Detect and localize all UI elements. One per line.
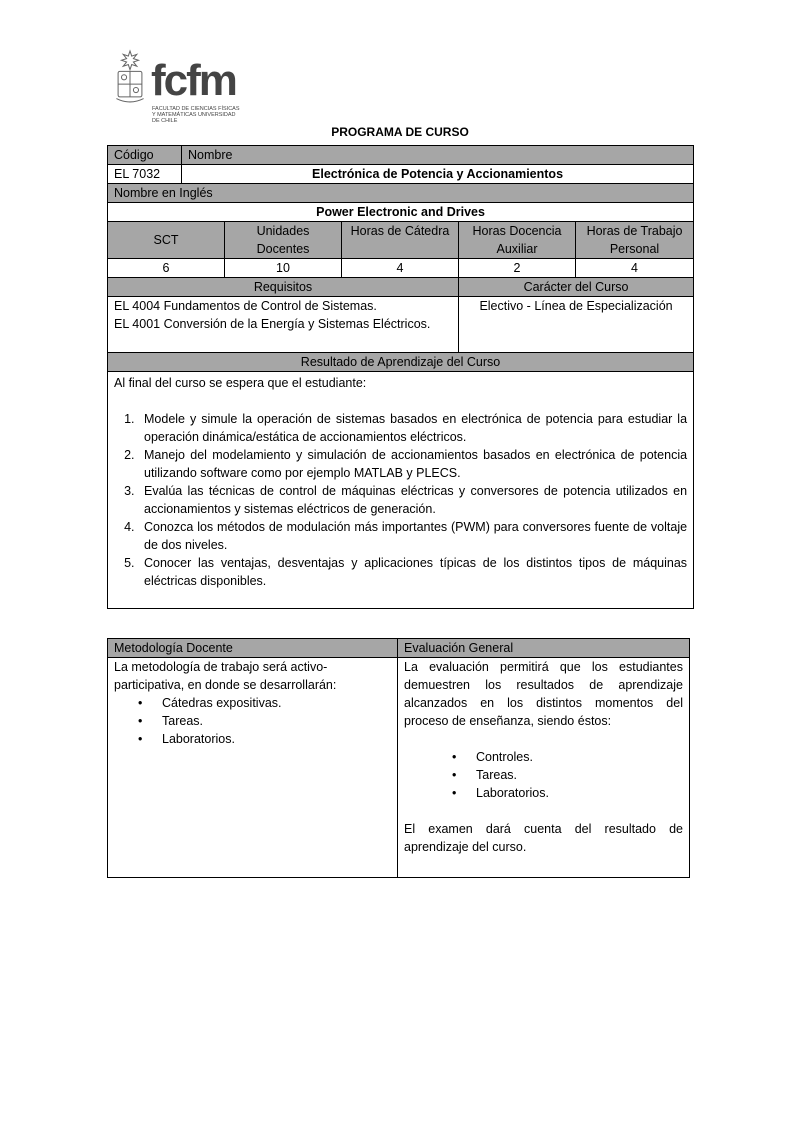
list-item: • Laboratorios. <box>138 730 391 748</box>
hours-value-auxiliary: 2 <box>459 259 576 278</box>
learning-outcomes-list <box>114 410 687 590</box>
evaluation-cell <box>398 658 690 878</box>
list-item: 4. Conozca los métodos de modulación más importantes (PWM) para conversores fuente de voltaje de dos niveles. <box>138 518 687 554</box>
requirement-item: EL 4001 Conversión de la Energía y Sistemas Eléctricos. <box>114 317 431 331</box>
code-label: Código <box>108 146 182 165</box>
requirements-label: Requisitos <box>108 278 459 297</box>
evaluation-list <box>404 748 683 802</box>
evaluation-closing: El examen dará cuenta del resultado de aprendizaje del curso. <box>404 822 683 854</box>
hours-value-personal: 4 <box>576 259 694 278</box>
list-item: 3. Evalúa las técnicas de control de máquinas eléctricas y conversores de potencia utilizados en accionamientos y sistemas eléctricos de generación. <box>138 482 687 518</box>
english-name: Power Electronic and Drives <box>108 203 694 222</box>
methodology-intro: La metodología de trabajo será activo-participativa, en donde se desarrollarán: <box>114 660 337 692</box>
list-item: • Laboratorios. <box>452 784 683 802</box>
learning-intro: Al final del curso se espera que el estudiante: <box>114 376 367 390</box>
character-label: Carácter del Curso <box>459 278 694 297</box>
hours-value-lecture: 4 <box>342 259 459 278</box>
evaluation-intro: La evaluación permitirá que los estudiantes demuestren los resultados de aprendizaje alcanzados en los distintos momentos del proceso de enseñanza, siendo éstos: <box>404 660 683 728</box>
list-item: • Tareas. <box>452 766 683 784</box>
list-item: 1. Modele y simule la operación de sistemas basados en electrónica de potencia para estudiar la operación dinámica/estática de accionamientos eléctricos. <box>138 410 687 446</box>
page-title: PROGRAMA DE CURSO <box>331 125 469 139</box>
list-item: 5. Conocer las ventajas, desventajas y aplicaciones típicas de los distintos tipos de máquinas eléctricas disponibles. <box>138 554 687 590</box>
list-item: • Controles. <box>452 748 683 766</box>
list-item: • Tareas. <box>138 712 391 730</box>
hours-header-units: Unidades Docentes <box>225 222 342 259</box>
hours-header-sct: SCT <box>108 222 225 259</box>
course-info-table <box>107 145 694 609</box>
list-item: • Cátedras expositivas. <box>138 694 391 712</box>
requirements-cell <box>108 297 459 353</box>
learning-outcomes-cell <box>108 372 694 609</box>
hours-header-lecture: Horas de Cátedra <box>342 222 459 259</box>
hours-value-sct: 6 <box>108 259 225 278</box>
name-label: Nombre <box>182 146 694 165</box>
learning-outcomes-label: Resultado de Aprendizaje del Curso <box>108 353 694 372</box>
methodology-label: Metodología Docente <box>108 639 398 658</box>
methodology-cell <box>108 658 398 878</box>
requirement-item: EL 4004 Fundamentos de Control de Sistemas. <box>114 299 377 313</box>
methodology-list <box>114 694 391 748</box>
university-crest-icon <box>113 48 147 110</box>
course-name: Electrónica de Potencia y Accionamientos <box>182 165 694 184</box>
hours-value-units: 10 <box>225 259 342 278</box>
logo-subtitle: FACULTAD DE CIENCIAS FÍSICAS Y MATEMÁTICAS UNIVERSIDAD DE CHILE <box>152 106 240 124</box>
english-name-label: Nombre en Inglés <box>108 184 694 203</box>
evaluation-label: Evaluación General <box>398 639 690 658</box>
character-value: Electivo - Línea de Especialización <box>459 297 694 353</box>
course-code: EL 7032 <box>108 165 182 184</box>
list-item: 2. Manejo del modelamiento y simulación de accionamientos basados en electrónica de potencia utilizando software como por ejemplo MATLAB y PLECS. <box>138 446 687 482</box>
hours-header-personal: Horas de Trabajo Personal <box>576 222 694 259</box>
hours-header-auxiliary: Horas Docencia Auxiliar <box>459 222 576 259</box>
logo-wordmark: fcfm <box>151 56 236 105</box>
methodology-evaluation-table <box>107 638 690 878</box>
